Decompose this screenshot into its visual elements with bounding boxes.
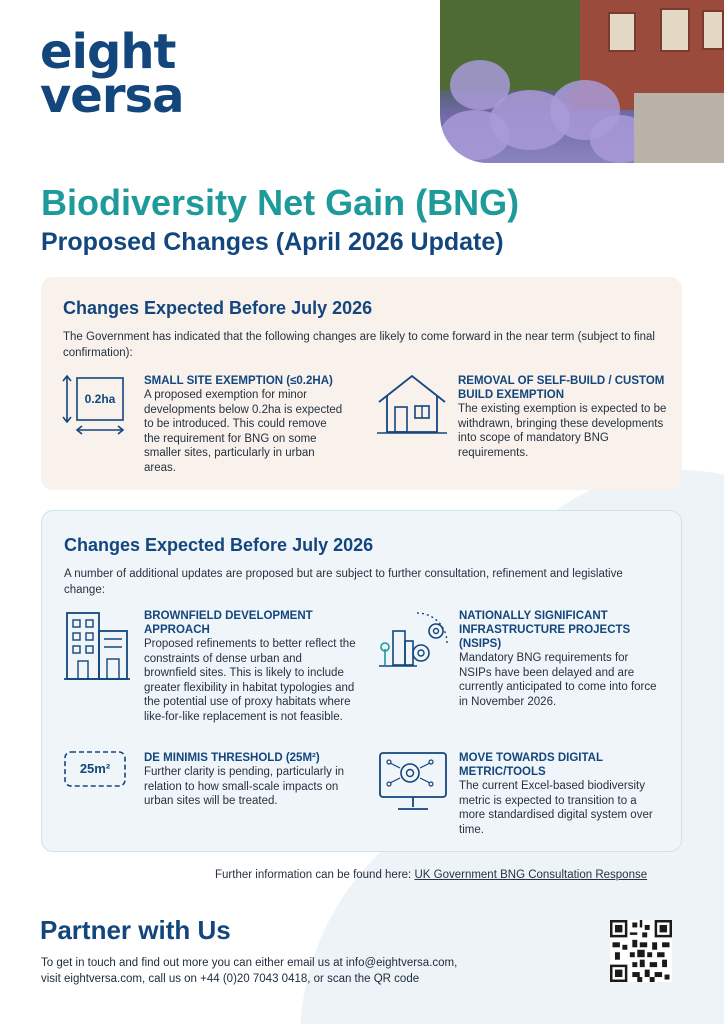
digital-metric-icon — [378, 751, 448, 817]
logo-line-2: versa — [40, 68, 184, 124]
qr-code[interactable] — [610, 920, 672, 982]
house-icon — [377, 374, 447, 436]
small-site-icon — [61, 374, 131, 440]
item-text: Further clarity is pending, particularly in relation to how small-scale impacts on urban sites will be treated. — [144, 766, 345, 807]
item-title: REMOVAL OF SELF-BUILD / CUSTOM BUILD EXEMPTION — [458, 375, 665, 401]
logo-line-1: eight — [40, 24, 176, 80]
small-site-exemption-item — [144, 374, 344, 475]
panel-heading: Changes Expected Before July 2026 — [63, 298, 373, 318]
area-threshold-icon-label: 25m² — [79, 761, 111, 776]
page-title: Biodiversity Net Gain (BNG) — [41, 182, 520, 223]
contact-line-2: visit eightversa.com, call us on +44 (0)20 7043 0418, or scan the QR code — [41, 973, 420, 985]
item-text: Mandatory BNG requirements for NSIPs have been delayed and are currently anticipated to come into force in November 2026. — [459, 652, 657, 708]
item-text: Proposed refinements to better reflect the constraints of dense urban and brownfield sites. This is likely to include greater flexibility in habitat typologies and the potential use of proxy habitats where like-for-like replacement is not feasible. — [144, 638, 356, 723]
small-site-icon-label: 0.2ha — [84, 392, 116, 406]
item-text: The current Excel-based biodiversity metric is expected to transition to a more standardised digital system over time. — [459, 780, 653, 836]
item-title: DE MINIMIS THRESHOLD (25M²) — [144, 752, 320, 764]
eightversa-logo — [40, 24, 184, 124]
further-information-line — [215, 869, 647, 881]
digital-metric-item — [459, 751, 664, 837]
panel-heading: Changes Expected Before July 2026 — [64, 535, 374, 555]
item-text: The existing exemption is expected to be withdrawn, bringing these developments into scope of mandatory BNG requirements. — [458, 403, 667, 459]
page-subtitle: Proposed Changes (April 2026 Update) — [41, 228, 504, 256]
panel-intro: A number of additional updates are proposed but are subject to further consultation, refinement and legislative change: — [64, 568, 623, 596]
infrastructure-icon — [377, 609, 449, 675]
hero-photo — [440, 0, 724, 163]
item-title: SMALL SITE EXEMPTION (≤0.2HA) — [144, 375, 333, 387]
nsips-item — [459, 609, 664, 709]
further-information-prefix: Further information can be found here: — [215, 869, 415, 881]
consultation-changes-panel — [41, 510, 682, 852]
partner-heading: Partner with Us — [40, 915, 231, 945]
contact-line-1: To get in touch and find out more you can either email us at info@eightversa.com, — [41, 957, 458, 969]
item-title: NATIONALLY SIGNIFICANT INFRASTRUCTURE PROJECTS (NSIPS) — [459, 610, 631, 650]
bng-consultation-link[interactable]: UK Government BNG Consultation Response — [414, 869, 648, 881]
de-minimis-item — [144, 751, 354, 809]
item-title: BROWNFIELD DEVELOPMENT APPROACH — [144, 610, 313, 636]
self-build-exemption-item — [458, 374, 668, 460]
brownfield-item — [144, 609, 356, 724]
building-icon — [64, 609, 130, 681]
near-term-changes-panel — [41, 277, 682, 490]
panel-intro: The Government has indicated that the following changes are likely to come forward in the near term (subject to final confirmation): — [63, 331, 655, 359]
item-text: A proposed exemption for minor developments below 0.2ha is expected to be introduced. This could remove the requirement for BNG on some smaller sites, particularly in urban areas. — [144, 389, 343, 474]
item-title: MOVE TOWARDS DIGITAL METRIC/TOOLS — [459, 752, 603, 778]
contact-text — [41, 955, 521, 987]
